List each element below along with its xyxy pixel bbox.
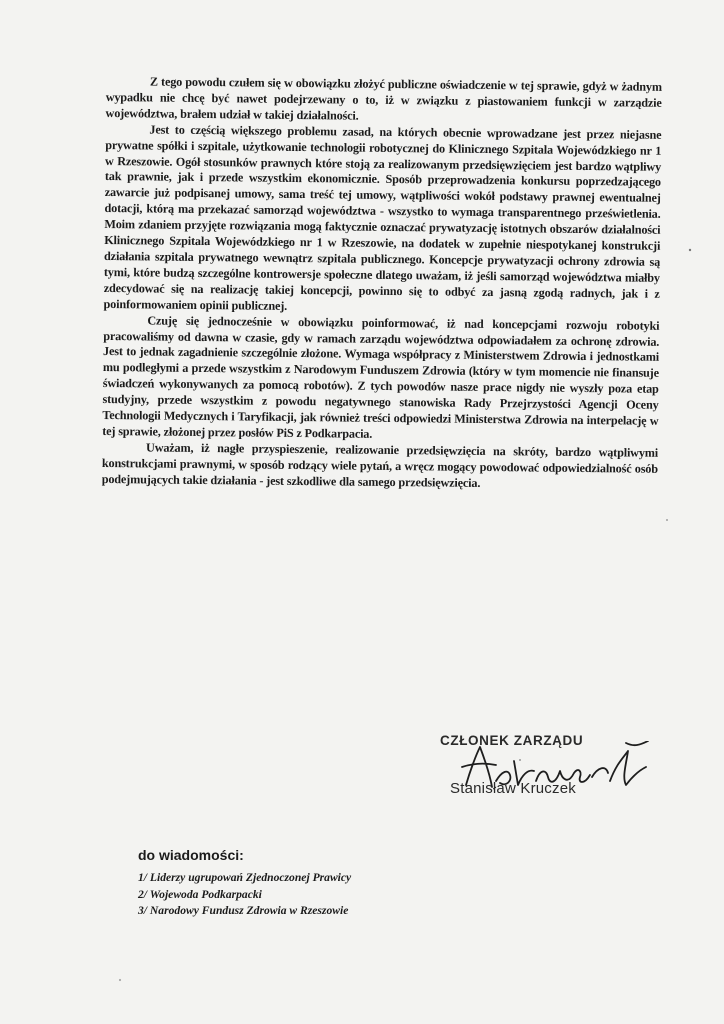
distribution-item: 1/ Liderzy ugrupowań Zjednoczonej Prawicy: [138, 871, 352, 884]
paragraph-4: Uważam, iż nagłe przyspieszenie, realizowanie przedsięwzięcia na skróty, bardzo wątpliwymi konstrukcjami prawnymi, w sposób rodzący wiele pytań, a wręcz mogący powodować odpowiedzialność osób podejmujących takie działania - jest szkodliwe dla samego przedsięwzięcia.: [101, 440, 659, 490]
distribution-item: 3/ Narodowy Fundusz Zdrowia w Rzeszowie: [138, 904, 349, 917]
paragraph-1: Z tego powodu czułem się w obowiązku złożyć publiczne oświadczenie w tej sprawie, gdyż w żadnym wypadku nie chcę być nawet podejrzewany o to, iż w związku z piastowaniem funkcji w zarządzie województwa, brałem udział w takiej działalności.: [105, 74, 662, 123]
paragraph-3: Czuję się jednocześnie w obowiązku poinformować, iż nad koncepcjami rozwoju robotyki pracowaliśmy od dawna w czasie, gdy w ramach zarządu województwa odpowiadałem za ochronę zdrowia. Jest to jednak zagadnienie szczególnie złożone. Wymaga współpracy z Ministerstwem Zdrowia i jednostkami mu podległymi a przede wszystkim z Narodowym Funduszem Zdrowia (który w tym momencie nie finansuje świadczeń wykonywanych za pomocą robotów). Z tych powodów nasze prace nigdy nie wyszły poza etap studyjny, przede wszystkim z powodu negatywnego stanowiska Rady Przejrzystości Agencji Oceny Technologii Medycznych i Taryfikacji, jak również treści odpowiedzi Ministerstwa Zdrowia na interpelację w tej sprawie, złożonej przez posłów PiS z Podkarpacia.: [102, 313, 660, 441]
signature-title: CZŁONEK ZARZĄDU: [440, 733, 584, 748]
distribution-title: do wiadomości:: [138, 847, 244, 863]
distribution-item: 2/ Wojewoda Podkarpacki: [138, 887, 262, 901]
paragraph-2: Jest to częścią większego problemu zasad, na których obecnie wprowadzane jest przez niejasne prywatne spółki i szpitale, użytkowanie technologii robotycznej do Klinicznego Szpitala Wojewódzkiego nr 1 w Rzeszowie. Ogół stosunków prawnych które stoją za realizowanym przedsięwzięciem jest bardzo wątpliwy tak prawnie, jak i przede wszystkim ekonomicznie. Sposób przeprowadzenia konkursu poprzedzającego zawarcie już podpisanej umowy, sama treść tej umowy, wątpliwości wokół podstawy prawnej ewentualnej dotacji, którą ma przekazać samorząd województwa - wszystko to wymaga transparentnego prześwietlenia. Moim zdaniem przyjęte rozwiązania mogą faktycznie oznaczać prywatyzację istotnych obszarów działalności Klinicznego Szpitala Wojewódzkiego nr 1 w Rzeszowie, na dodatek w zupełnie niespotykanej konstrukcji działania szpitala prywatnego wewnątrz szpitala publicznego. Koncepcje prywatyzacji ochrony zdrowia są tymi, które budzą szczególne kontrowersje społeczne dlatego uważam, iż jeśli samorząd województwa miałby zdecydować się na realizację takiej koncepcji, powinno się to odbyć za jasną zgodą radnych, jak i z poinformowaniem opinii publicznej.: [103, 122, 662, 313]
signature-name: Stanisław Kruczek: [450, 780, 576, 797]
